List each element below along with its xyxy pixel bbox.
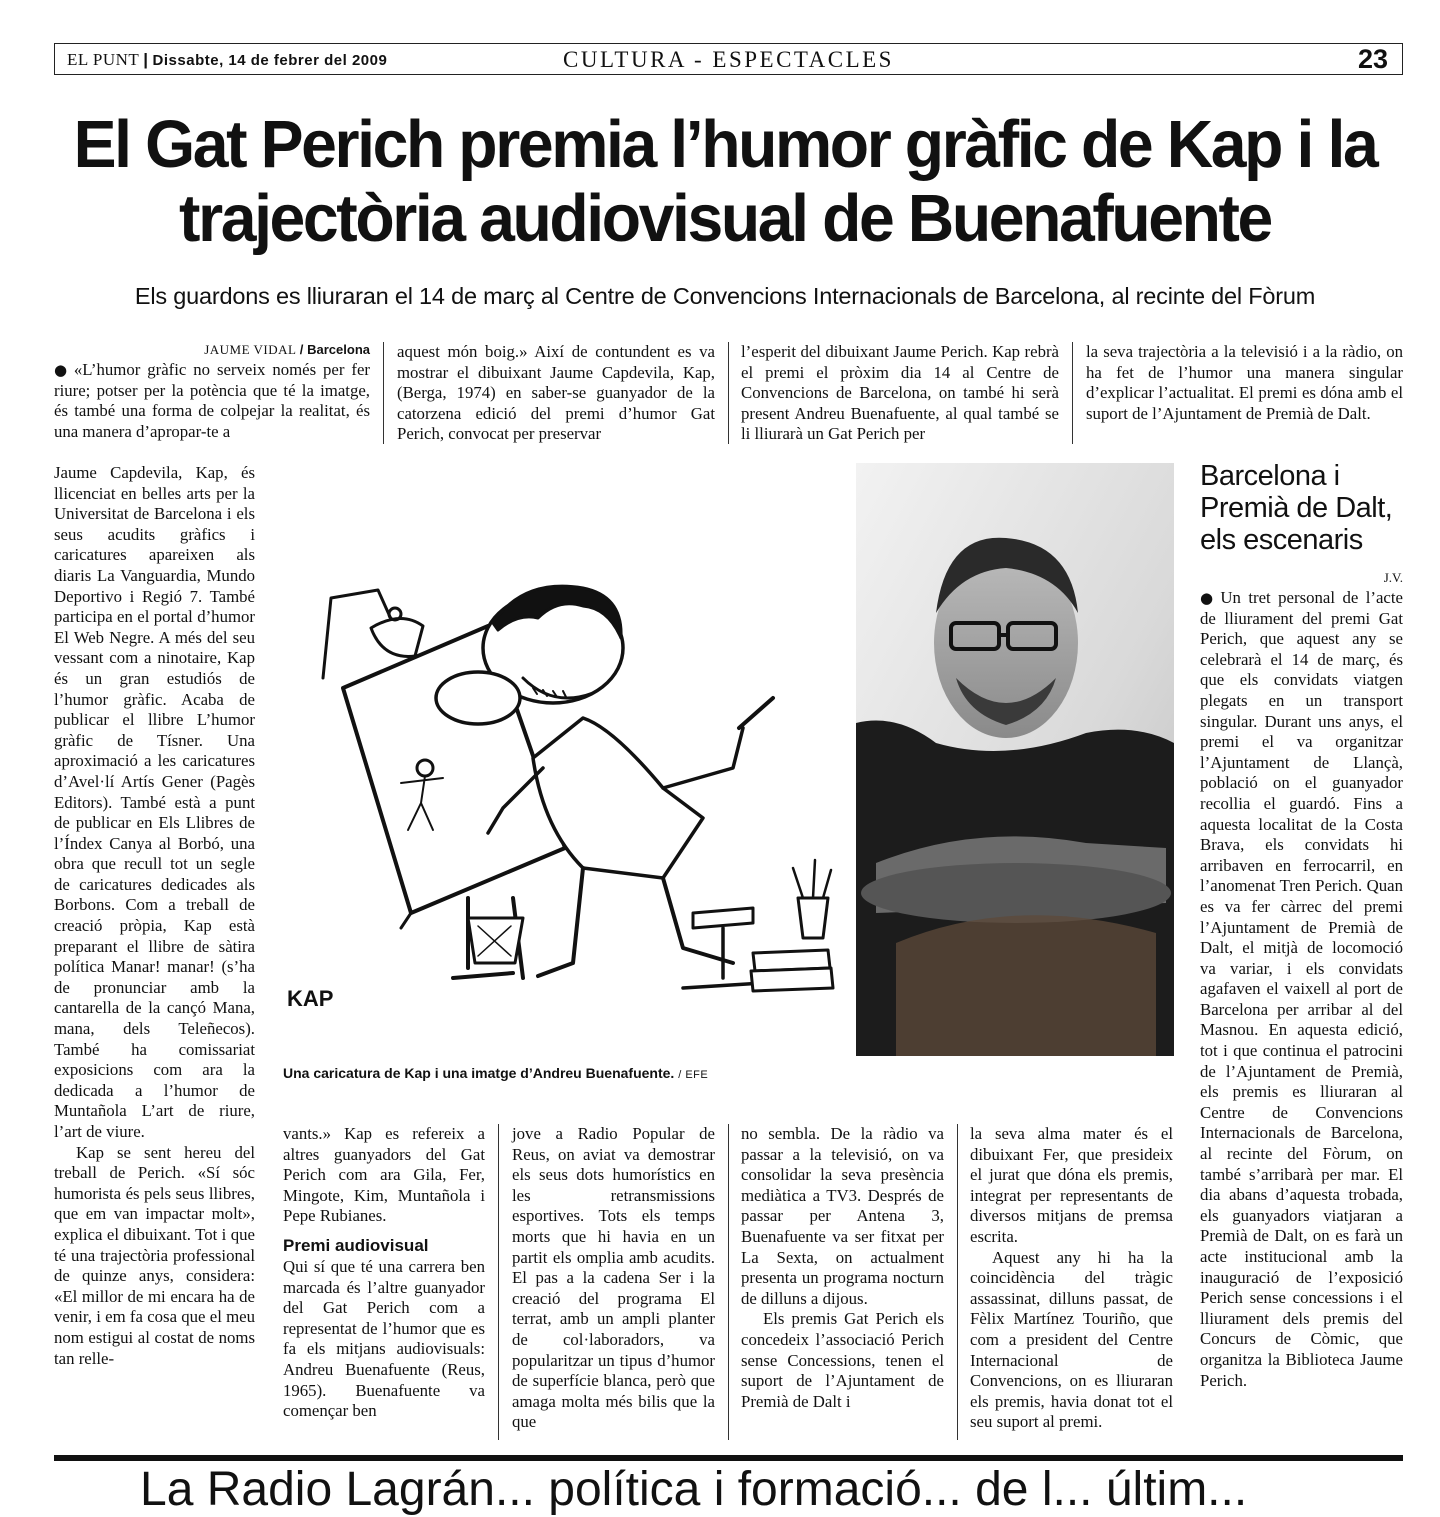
left-paragraph-1: Jaume Capdevila, Kap, és llicenciat en belles arts per la Universitat de Barcelona i els seus acudits gràfics i caricatures apareixen als diaris La Vanguardia, Mundo Deportivo i Regió 7. També participa en el portal d’humor El Web Negre. A més del seu vessant com a ninotaire, Kap és un gran estudiós de l’humor gràfic. Acaba de publicar el llibre L’humor gràfic de Tísner. Una aproximació a les caricatures d’Avel·lí Artís Gener (Pagès Editors). També està a punt de publicar en Els Llibres de l’Índex Canya al Borbó, una obra que recull tot un segle de caricatures dedicades als Borbons. Com a treball de creació pròpia, Kap està preparant el llibre de sàtira política Manar! manar! (s’ha de pronunciar amb la cantarella de la cançó Mana, mana, dels Teleñecos). També ha comissariat exposicions com ara la dedicada a l’humor de Muntañola L’art de riure, l’art de viure.	[54, 463, 255, 1141]
lead-column-4	[1086, 342, 1403, 424]
body-column-4	[970, 1124, 1173, 1433]
column-divider	[383, 342, 384, 444]
lead-column-1	[54, 342, 370, 442]
issue-date: Dissabte, 14 de febrer del 2009	[152, 52, 388, 69]
lead-column-3	[741, 342, 1059, 445]
sidebar-byline: J.V.	[1383, 570, 1403, 585]
body-column-3	[741, 1124, 944, 1412]
header-separator: |	[143, 50, 149, 69]
column-divider	[728, 342, 729, 444]
column-divider	[728, 1124, 729, 1440]
body-column-2	[512, 1124, 715, 1433]
body-4-paragraph-2: Aquest any hi ha la coincidència del tràgic assassinat, dilluns passat, de Fèlix Martínez Touriño, que com a president del Centre Internacional de Convencions, on es lliuraran els premis, havia donat tot el seu suport al premi.	[970, 1247, 1173, 1432]
next-article-teaser: La Radio Lagrán... política i formació... de l... últim...	[140, 1463, 1248, 1516]
body-column-1	[283, 1124, 485, 1422]
body-1-paragraph-1: vants.» Kap es refereix a altres guanyadors del Gat Perich com ara Gila, Fer, Mingote, Kim, Muntañola i Pepe Rubianes.	[283, 1124, 485, 1226]
cartoon-signature: KAP	[287, 986, 334, 1011]
caption-credit: / EFE	[678, 1069, 709, 1081]
left-body-column	[54, 463, 255, 1369]
body-3-paragraph-1: no sembla. De la ràdio va passar a la televisió, on va consolidar la seva presència mediàtica a TV3. Després de passar per Antena 3, Buenafuente va ser fitxat per La Sexta, on actualment presenta un programa nocturn de dilluns a dijous.	[741, 1124, 944, 1308]
bottom-rule	[54, 1455, 1403, 1461]
lead-text-2: aquest món boig.» Així de contundent es va mostrar el dibuixant Jaume Capdevila, Kap, (Berga, 1974) en saber-se guanyador de la catorzena edició del premi d’humor Gat Perich, convocat per preservar	[397, 342, 715, 444]
lead-column-2	[397, 342, 715, 445]
lead-text-4: la seva trajectòria a la televisió i a la ràdio, on ha fet de l’humor una manera singular d’explicar l’actualitat. El premi es dóna amb el suport de l’Ajuntament de Premià de Dalt.	[1086, 342, 1403, 423]
sidebar-body-text: Un tret personal de l’acte de lliurament del premi Gat Perich, que aquest any se celebrarà el 14 de març, és que els convidats viatgen plegats en un transport singular. Durant uns anys, el premi el va organitzar l’Ajuntament de Llançà, població on el guanyador recollia el guardó. Fins a aquesta localitat de la Costa Brava, els convidats hi arribaven en ferrocarril, en l’anomenat Tren Perich. Quan es va fer càrrec del premi l’Ajuntament de Premià de Dalt, el mitjà de locomoció va variar, i els convidats agafaven el vaixell al port de Barcelona per arribar al del Masnou. En aquesta edició, tot i que continua el patrocini de l’Ajuntament de Premià, els premis es lliuraran al Centre de Convencions Internacionals de Barcelona, al recinte del Fòrum, on també s’arribarà per mar. El dia abans d’aquesta trobada, els guanyadors viatjaran a Premià de Dalt, on es farà un acte institucional amb la inauguració de l’exposició Perich sense concessions i el lliurament dels premis del Concurs de Còmic, que organitza la Biblioteca Jaume Perich.	[1200, 588, 1403, 1390]
byline-separator: /	[299, 342, 304, 357]
body-4-paragraph-1: la seva alma mater és el dibuixant Fer, que presideix el jurat que dóna els premis, integrat per representants de diversos mitjans de premsa escrita.	[970, 1124, 1173, 1246]
caption-text: Una caricatura de Kap i una imatge d’Andreu Buenafuente.	[283, 1065, 675, 1081]
paper-name: EL PUNT	[67, 50, 140, 69]
article-headline: El Gat Perich premia l’humor gràfic de Kap i la trajectòria audiovisual de Buenafuente	[73, 107, 1377, 256]
bullet-icon: ●	[1200, 589, 1217, 607]
photo-caption	[283, 1065, 708, 1081]
lead-text-3: l’esperit del dibuixant Jaume Perich. Kap rebrà el premi el pròxim dia 14 al Centre de Convencions de Barcelona, on també hi serà present Andreu Buenafuente, al qual també se li lliurarà un Gat Perich per	[741, 342, 1059, 444]
section-name: CULTURA - ESPECTACLES	[563, 47, 894, 72]
column-divider	[957, 1124, 958, 1440]
sidebar-body-column	[1200, 588, 1403, 1391]
byline-author: JAUME VIDAL	[204, 342, 296, 357]
left-paragraph-2: Kap se sent hereu del treball de Perich. «Sí sóc humorista és pels seus llibres, que em van impactar molt», explica el dibuixant. Tot i que té una trajectòria professional de quinze anys, considera: «El millor de mi encara ha de venir, i em fa cosa que el meu nom estigui al costat de noms tan relle-	[54, 1142, 255, 1368]
bullet-icon: ●	[54, 361, 70, 379]
column-divider	[1072, 342, 1073, 444]
buenafuente-photo	[856, 463, 1174, 1056]
kap-caricature-illustration	[283, 568, 845, 1028]
page-header	[54, 43, 1403, 75]
byline-city: Barcelona	[307, 342, 370, 357]
column-divider	[498, 1124, 499, 1440]
sidebar-title: Barcelona i Premià de Dalt, els escenaris	[1200, 460, 1393, 556]
body-3-paragraph-2: Els premis Gat Perich els concedeix l’associació Perich sense Concessions, tenen el suport de l’Ajuntament de Premià de Dalt i	[741, 1309, 944, 1411]
body-1-paragraph-2: Qui sí que té una carrera ben marcada és l’altre guanyador del Gat Perich com a representat de l’humor que es fa els mitjans audiovisuals: Andreu Buenafuente (Reus, 1965). Buenafuente va començar ben	[283, 1256, 485, 1421]
section-heading-premi-audiovisual: Premi audiovisual	[283, 1235, 429, 1255]
lead-text-1: «L’humor gràfic no serveix només per fer riure; potser per la potència que té la imatge, és també una forma de colpejar la realitat, és una manera d’apropar-te a	[54, 360, 371, 441]
article-subhead: Els guardons es lliuraran el 14 de març al Centre de Convencions Internacionals de Barcelona, al recinte del Fòrum	[134, 283, 1316, 309]
page-number: 23	[1357, 44, 1388, 74]
byline	[54, 342, 370, 358]
body-2-paragraph-1: jove a Radio Popular de Reus, on aviat va demostrar els seus dots humorístics en les retransmissions esportives. Tots els temps morts que hi havia en un partit els omplia amb acudits. El pas a la cadena Ser i la creació del programa El terrat, amb un ampli planter de col·laboradors, va popularitzar un tipus d’humor de superfície blanca, però que amaga molta més bilis que la que	[512, 1124, 715, 1432]
